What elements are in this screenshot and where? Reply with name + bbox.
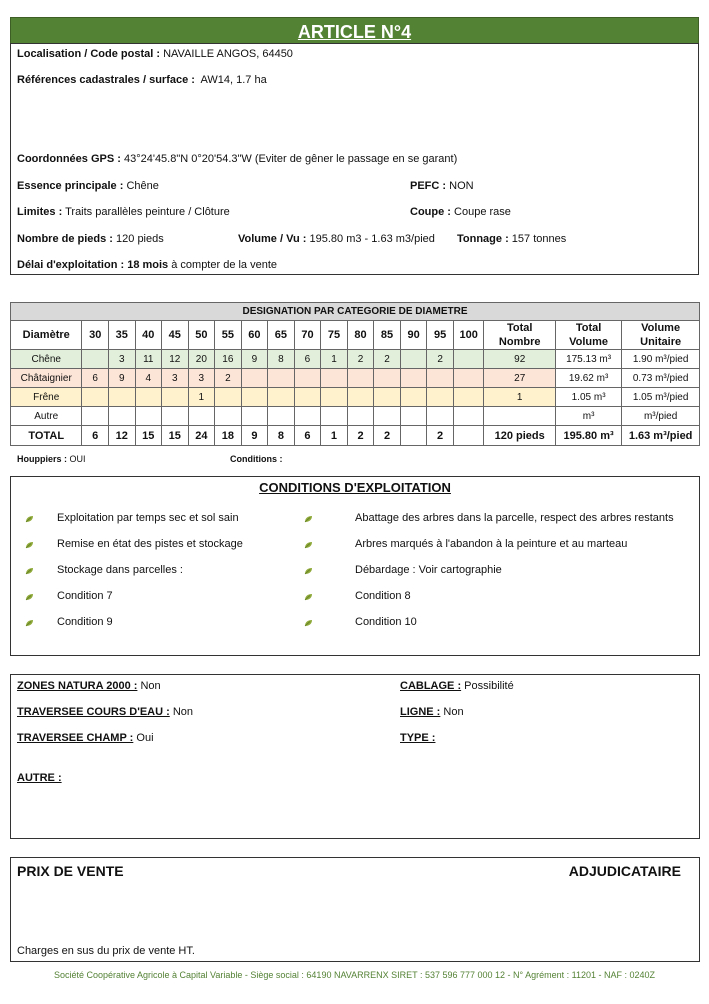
volume-label: Volume / Vu : bbox=[238, 233, 307, 245]
row-cell bbox=[400, 350, 427, 369]
condition-item-left: Condition 9 bbox=[57, 616, 113, 628]
row-cell bbox=[215, 388, 242, 407]
row-cell: 6 bbox=[82, 369, 109, 388]
info-box bbox=[10, 43, 699, 275]
row-cell: 2 bbox=[374, 426, 401, 446]
row-cell bbox=[82, 407, 109, 426]
row-species: TOTAL bbox=[11, 426, 82, 446]
condition-item-left: Condition 7 bbox=[57, 590, 113, 602]
col-total-volume: Total Volume bbox=[555, 321, 621, 350]
row-cell bbox=[321, 369, 348, 388]
champ-line bbox=[17, 732, 154, 744]
row-cell bbox=[135, 407, 162, 426]
conditions-line bbox=[230, 454, 283, 464]
houppiers-line bbox=[17, 454, 86, 464]
volume-value: 195.80 m3 - 1.63 m3/pied bbox=[309, 233, 435, 245]
col-diametre: Diamètre bbox=[11, 321, 82, 350]
row-cell bbox=[321, 388, 348, 407]
natura-line bbox=[17, 680, 161, 692]
col-diameter-90: 90 bbox=[400, 321, 427, 350]
condition-item-left: Exploitation par temps sec et sol sain bbox=[57, 512, 239, 524]
coupe-label: Coupe : bbox=[410, 206, 451, 218]
row-cell: 18 bbox=[215, 426, 242, 446]
row-cell: 9 bbox=[241, 426, 268, 446]
ligne-line bbox=[400, 706, 464, 718]
coupe-line bbox=[410, 206, 511, 218]
col-diameter-40: 40 bbox=[135, 321, 162, 350]
col-total-nombre: Total Nombre bbox=[484, 321, 555, 350]
col-diameter-55: 55 bbox=[215, 321, 242, 350]
row-cell bbox=[241, 388, 268, 407]
natura-value: Non bbox=[140, 680, 161, 692]
row-cell bbox=[374, 369, 401, 388]
row-cell bbox=[215, 407, 242, 426]
row-cell: 20 bbox=[188, 350, 215, 369]
article-title: ARTICLE N°4 bbox=[297, 22, 412, 42]
volume-line bbox=[238, 233, 435, 245]
condition-item-left: Remise en état des pistes et stockage bbox=[57, 538, 243, 550]
tonnage-value: 157 tonnes bbox=[511, 233, 567, 245]
ligne-value: Non bbox=[443, 706, 464, 718]
row-volume: 1.05 m³ bbox=[555, 388, 621, 407]
leaf-icon bbox=[25, 514, 34, 522]
delai-value: à compter de la vente bbox=[171, 259, 278, 271]
col-diameter-100: 100 bbox=[453, 321, 484, 350]
row-cell: 11 bbox=[135, 350, 162, 369]
conditions-label: Conditions : bbox=[230, 454, 283, 464]
row-cell bbox=[268, 388, 295, 407]
limites-label: Limites : bbox=[17, 206, 63, 218]
charges-note: Charges en sus du prix de vente HT. bbox=[17, 945, 195, 957]
tonnage-label: Tonnage : bbox=[457, 233, 509, 245]
cours-eau-line bbox=[17, 706, 193, 718]
row-cell bbox=[400, 369, 427, 388]
zones-box bbox=[10, 674, 700, 839]
row-volume: 175.13 m³ bbox=[555, 350, 621, 369]
leaf-icon bbox=[304, 540, 313, 548]
row-cell bbox=[294, 369, 321, 388]
autre-label: AUTRE : bbox=[17, 772, 62, 784]
row-cell bbox=[241, 369, 268, 388]
essence-label: Essence principale : bbox=[17, 180, 124, 192]
col-diameter-65: 65 bbox=[268, 321, 295, 350]
row-cell bbox=[347, 407, 374, 426]
row-cell: 24 bbox=[188, 426, 215, 446]
prix-title: PRIX DE VENTE bbox=[17, 863, 124, 879]
row-cell bbox=[294, 388, 321, 407]
leaf-icon bbox=[304, 592, 313, 600]
row-cell: 12 bbox=[162, 350, 189, 369]
leaf-icon bbox=[25, 592, 34, 600]
condition-item-right: Abattage des arbres dans la parcelle, respect des arbres restants bbox=[355, 512, 674, 524]
col-diameter-95: 95 bbox=[427, 321, 454, 350]
row-cell bbox=[400, 407, 427, 426]
conditions-title: CONDITIONS D'EXPLOITATION bbox=[259, 480, 451, 495]
row-cell bbox=[162, 407, 189, 426]
col-diameter-45: 45 bbox=[162, 321, 189, 350]
row-cell bbox=[400, 426, 427, 446]
delai-duration: 18 mois bbox=[127, 259, 169, 271]
row-cell: 2 bbox=[347, 350, 374, 369]
limites-value: Traits parallèles peinture / Clôture bbox=[65, 206, 230, 218]
row-cell bbox=[347, 388, 374, 407]
row-cell: 6 bbox=[294, 426, 321, 446]
row-cell bbox=[427, 388, 454, 407]
diameter-table bbox=[10, 302, 700, 446]
row-unitaire: 0.73 m³/pied bbox=[622, 369, 700, 388]
row-species: Châtaignier bbox=[11, 369, 82, 388]
pefc-label: PEFC : bbox=[410, 180, 447, 192]
condition-item-left: Stockage dans parcelles : bbox=[57, 564, 183, 576]
cablage-value: Possibilité bbox=[464, 680, 514, 692]
row-total bbox=[484, 407, 555, 426]
row-cell bbox=[453, 369, 484, 388]
row-cell bbox=[241, 407, 268, 426]
row-cell bbox=[374, 388, 401, 407]
leaf-icon bbox=[25, 566, 34, 574]
row-cell bbox=[82, 350, 109, 369]
row-cell bbox=[427, 369, 454, 388]
table-row bbox=[11, 407, 700, 426]
localisation-line bbox=[17, 48, 293, 60]
row-species: Frêne bbox=[11, 388, 82, 407]
pieds-label: Nombre de pieds : bbox=[17, 233, 113, 245]
table-caption: DESIGNATION PAR CATEGORIE DE DIAMETRE bbox=[11, 303, 700, 321]
delai-label: Délai d'exploitation : bbox=[17, 259, 125, 271]
row-cell bbox=[427, 407, 454, 426]
cours-eau-label: TRAVERSEE COURS D'EAU : bbox=[17, 706, 170, 718]
row-cell bbox=[268, 369, 295, 388]
row-cell: 3 bbox=[162, 369, 189, 388]
localisation-label: Localisation / Code postal : bbox=[17, 48, 161, 60]
row-cell: 6 bbox=[294, 350, 321, 369]
row-cell: 9 bbox=[108, 369, 135, 388]
condition-item-right: Débardage : Voir cartographie bbox=[355, 564, 502, 576]
row-cell: 2 bbox=[347, 426, 374, 446]
row-cell bbox=[453, 426, 484, 446]
row-cell bbox=[453, 388, 484, 407]
pefc-line bbox=[410, 180, 474, 192]
row-cell bbox=[321, 407, 348, 426]
row-cell: 3 bbox=[108, 350, 135, 369]
leaf-icon bbox=[25, 540, 34, 548]
footer-text: Société Coopérative Agricole à Capital Variable - Siège social : 64190 NAVARRENX SIRET : 537 596 777 000 12 - N° Agrément : 11201 - NAF : 0240Z bbox=[53, 970, 656, 980]
row-volume: 19.62 m³ bbox=[555, 369, 621, 388]
row-cell bbox=[108, 407, 135, 426]
row-cell bbox=[294, 407, 321, 426]
row-cell: 1 bbox=[321, 426, 348, 446]
row-cell: 4 bbox=[135, 369, 162, 388]
col-diameter-85: 85 bbox=[374, 321, 401, 350]
row-cell bbox=[108, 388, 135, 407]
row-cell bbox=[347, 369, 374, 388]
row-cell: 15 bbox=[135, 426, 162, 446]
row-volume: m³ bbox=[555, 407, 621, 426]
row-total: 27 bbox=[484, 369, 555, 388]
col-volume-unitaire: Volume Unitaire bbox=[622, 321, 700, 350]
row-unitaire: m³/pied bbox=[622, 407, 700, 426]
col-diameter-35: 35 bbox=[108, 321, 135, 350]
ligne-label: LIGNE : bbox=[400, 706, 441, 718]
adjudicataire-title: ADJUDICATAIRE bbox=[568, 863, 681, 879]
row-cell: 2 bbox=[427, 350, 454, 369]
row-cell: 6 bbox=[82, 426, 109, 446]
gps-label: Coordonnées GPS : bbox=[17, 153, 121, 165]
row-cell: 3 bbox=[188, 369, 215, 388]
row-cell: 8 bbox=[268, 426, 295, 446]
row-species: Chêne bbox=[11, 350, 82, 369]
table-total-row bbox=[11, 426, 700, 446]
houppiers-label: Houppiers : bbox=[17, 454, 68, 464]
houppiers-value: OUI bbox=[69, 454, 86, 464]
autre-line bbox=[17, 772, 62, 784]
row-cell bbox=[400, 388, 427, 407]
cablage-line bbox=[400, 680, 514, 692]
champ-label: TRAVERSEE CHAMP : bbox=[17, 732, 134, 744]
row-cell bbox=[135, 388, 162, 407]
cadastre-label: Références cadastrales / surface : bbox=[17, 74, 195, 86]
leaf-icon bbox=[304, 618, 313, 626]
champ-value: Oui bbox=[136, 732, 154, 744]
row-unitaire: 1.05 m³/pied bbox=[622, 388, 700, 407]
conditions-box bbox=[10, 476, 700, 656]
essence-line bbox=[17, 180, 159, 192]
col-diameter-50: 50 bbox=[188, 321, 215, 350]
leaf-icon bbox=[304, 566, 313, 574]
pieds-line bbox=[17, 233, 164, 245]
localisation-value: NAVAILLE ANGOS, 64450 bbox=[163, 48, 293, 60]
prix-box bbox=[10, 857, 700, 962]
condition-item-right: Condition 10 bbox=[355, 616, 417, 628]
delai-line bbox=[17, 259, 277, 271]
table-row bbox=[11, 388, 700, 407]
row-cell bbox=[268, 407, 295, 426]
row-volume: 195.80 m³ bbox=[555, 426, 621, 446]
type-label: TYPE : bbox=[400, 732, 436, 744]
cablage-label: CABLAGE : bbox=[400, 680, 462, 692]
table-row bbox=[11, 369, 700, 388]
article-header bbox=[10, 17, 699, 44]
row-unitaire: 1.90 m³/pied bbox=[622, 350, 700, 369]
row-cell: 1 bbox=[188, 388, 215, 407]
coupe-value: Coupe rase bbox=[454, 206, 511, 218]
condition-item-right: Arbres marqués à l'abandon à la peinture et au marteau bbox=[355, 538, 628, 550]
row-cell: 2 bbox=[215, 369, 242, 388]
gps-line bbox=[17, 153, 457, 165]
col-diameter-75: 75 bbox=[321, 321, 348, 350]
row-cell: 2 bbox=[427, 426, 454, 446]
tonnage-line bbox=[457, 233, 566, 245]
pefc-value: NON bbox=[449, 180, 474, 192]
gps-value: 43°24'45.8"N 0°20'54.3"W (Eviter de gêner le passage en se garant) bbox=[123, 153, 458, 165]
row-cell bbox=[374, 407, 401, 426]
row-cell: 9 bbox=[241, 350, 268, 369]
row-species: Autre bbox=[11, 407, 82, 426]
row-cell bbox=[188, 407, 215, 426]
leaf-icon bbox=[304, 514, 313, 522]
col-diameter-60: 60 bbox=[241, 321, 268, 350]
row-cell: 16 bbox=[215, 350, 242, 369]
row-total: 120 pieds bbox=[484, 426, 555, 446]
row-total: 1 bbox=[484, 388, 555, 407]
row-cell: 12 bbox=[108, 426, 135, 446]
cadastre-value: AW14, 1.7 ha bbox=[200, 74, 267, 86]
col-diameter-80: 80 bbox=[347, 321, 374, 350]
table-header-row bbox=[11, 321, 700, 350]
leaf-icon bbox=[25, 618, 34, 626]
type-line bbox=[400, 732, 435, 744]
cadastre-line bbox=[17, 74, 267, 86]
row-cell: 2 bbox=[374, 350, 401, 369]
row-cell bbox=[453, 350, 484, 369]
limites-line bbox=[17, 206, 230, 218]
row-cell: 8 bbox=[268, 350, 295, 369]
row-cell bbox=[82, 388, 109, 407]
table-row bbox=[11, 350, 700, 369]
row-unitaire: 1.63 m³/pied bbox=[622, 426, 700, 446]
condition-item-right: Condition 8 bbox=[355, 590, 411, 602]
row-total: 92 bbox=[484, 350, 555, 369]
natura-label: ZONES NATURA 2000 : bbox=[17, 680, 138, 692]
essence-value: Chêne bbox=[126, 180, 159, 192]
row-cell: 1 bbox=[321, 350, 348, 369]
col-diameter-30: 30 bbox=[82, 321, 109, 350]
cours-eau-value: Non bbox=[172, 706, 194, 718]
col-diameter-70: 70 bbox=[294, 321, 321, 350]
row-cell bbox=[453, 407, 484, 426]
row-cell: 15 bbox=[162, 426, 189, 446]
row-cell bbox=[162, 388, 189, 407]
pieds-value: 120 pieds bbox=[116, 233, 164, 245]
